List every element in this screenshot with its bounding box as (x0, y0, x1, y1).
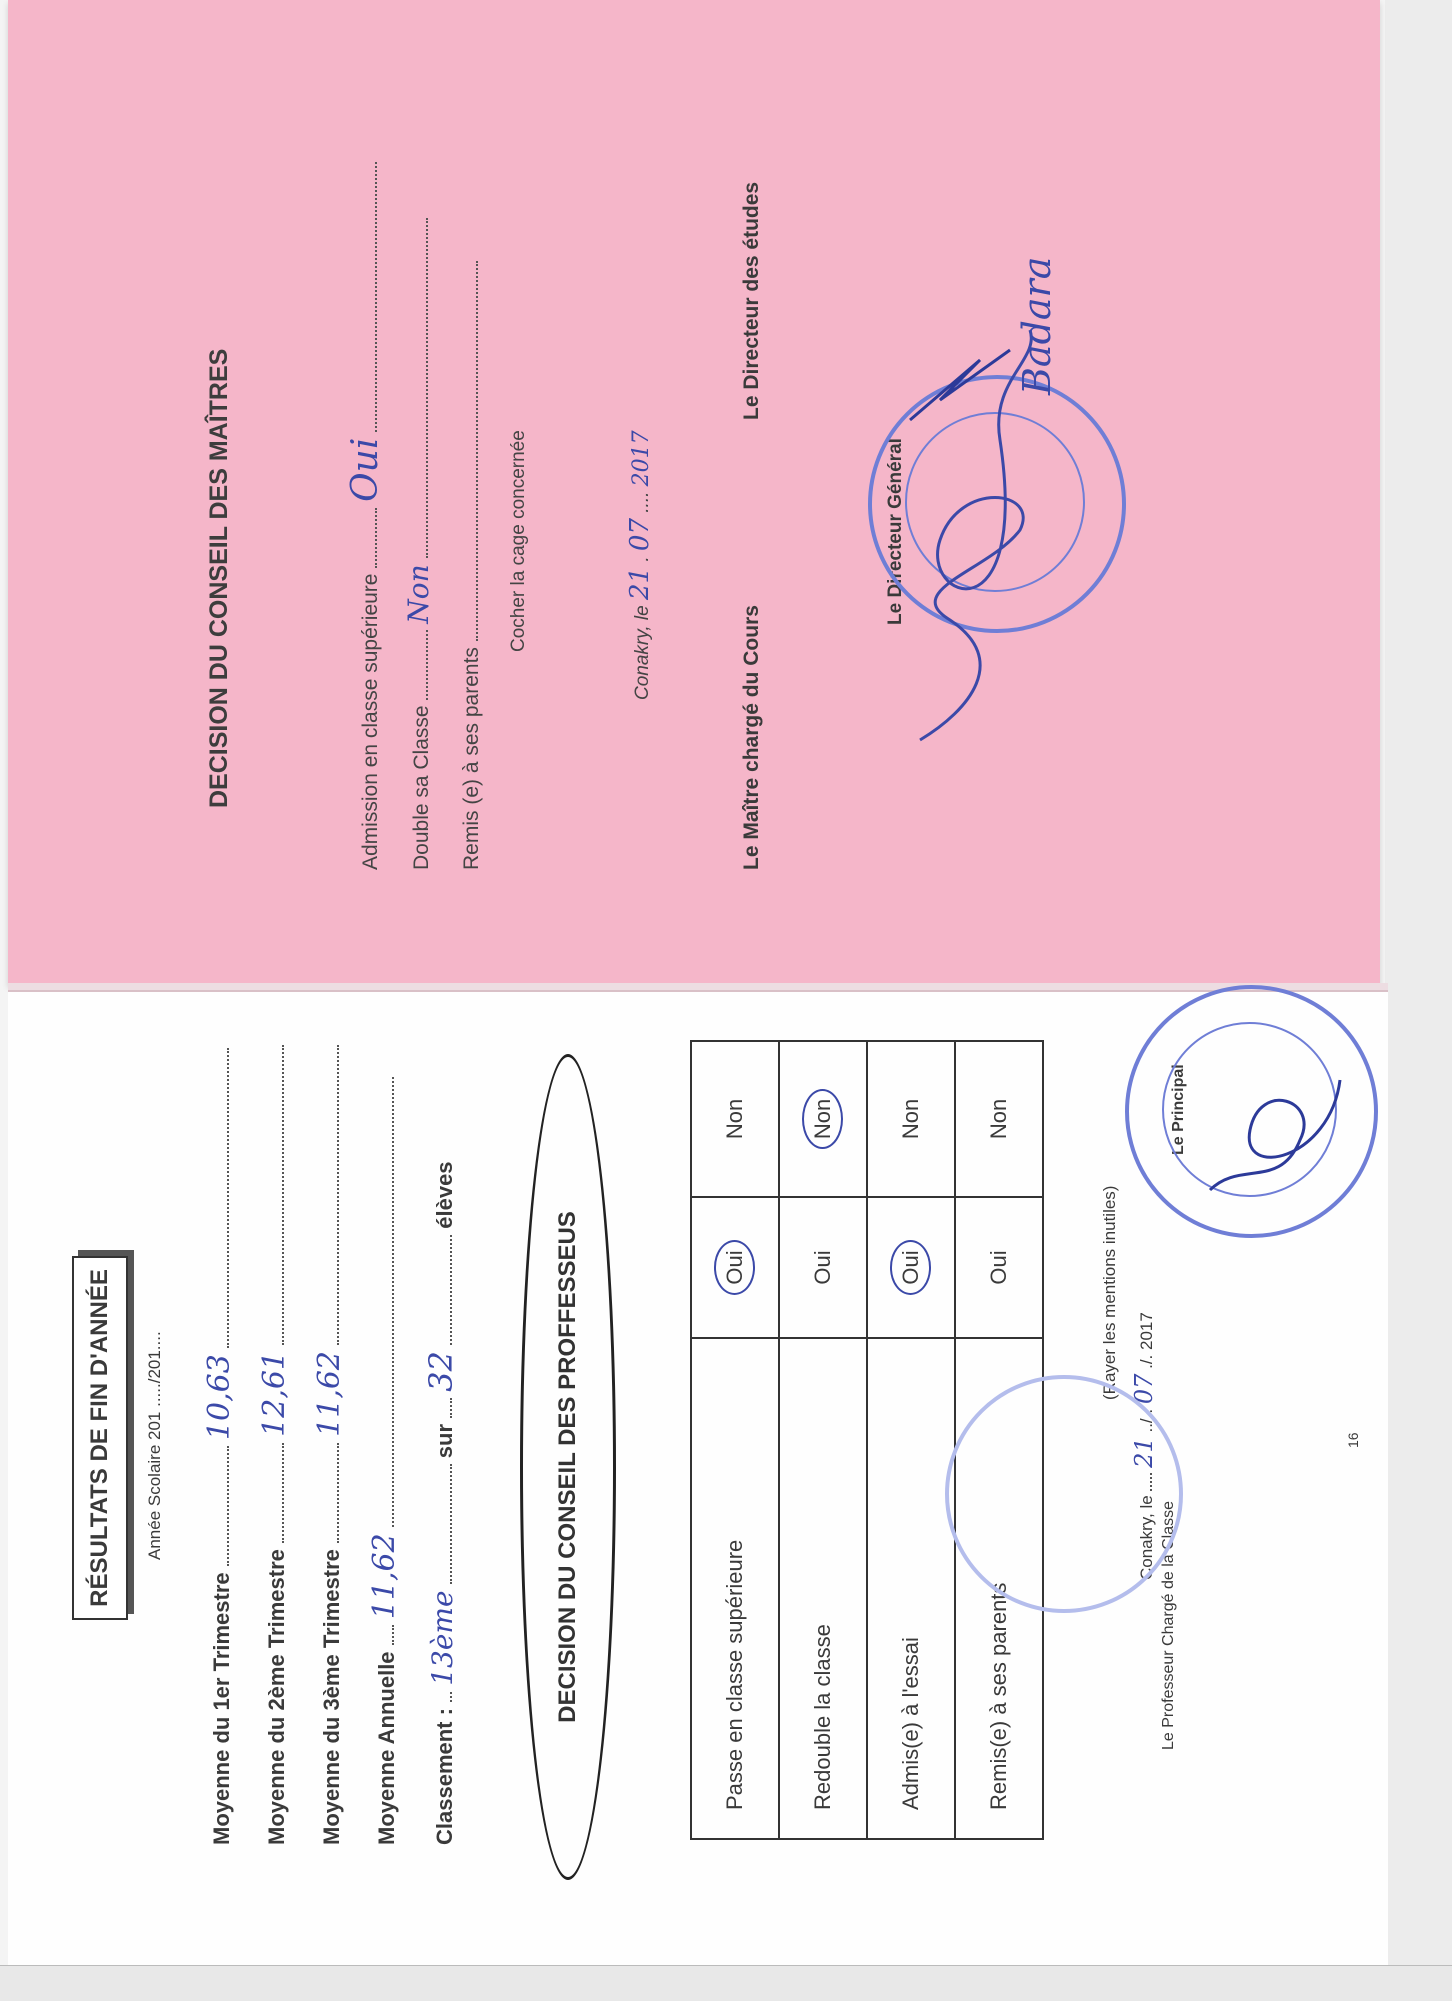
double-line (402, 218, 435, 870)
circled-oui: Oui (890, 1240, 931, 1294)
table-cell-label: Passe en classe supérieure (691, 1338, 779, 1839)
remis-line (460, 261, 484, 870)
table-cell-label: Remis(e) à ses parents (955, 1338, 1043, 1839)
dots-t3a (337, 1443, 339, 1543)
dots-c3 (450, 1398, 452, 1418)
stamp-faded (945, 1375, 1183, 1613)
school-year: Année Scolaire 201 ...../201.... (145, 1331, 164, 1560)
sig-directeur-general: Le Directeur Général (885, 438, 906, 625)
dots-c2 (450, 1464, 452, 1584)
row-annuelle (367, 1077, 402, 1845)
date-month-top: 07 (625, 518, 655, 552)
row-t2-value: 12,61 (257, 1350, 292, 1437)
dots-2 (375, 162, 377, 432)
row-t1 (202, 1048, 237, 1845)
dots-c1 (450, 1692, 452, 1702)
table-cell-oui: Oui (779, 1197, 867, 1338)
dots-aa (392, 1625, 394, 1645)
date-prefix-top: Conakry, le (632, 605, 653, 700)
table-cell-oui (867, 1197, 955, 1338)
table-cell-non (779, 1041, 867, 1197)
double-label: Double sa Classe (410, 705, 433, 870)
dots-t2a (282, 1443, 284, 1543)
conakry-date-bottom: Conakry, le 21 ../.. 07 ./. 2017 (1130, 1312, 1158, 1580)
date-day-top: 21 (625, 566, 655, 601)
dots-t3b (337, 1045, 339, 1345)
dots-ab (392, 1077, 394, 1527)
row-t3-label: Moyenne du 3ème Trimestre (319, 1549, 344, 1845)
dots-t1b (227, 1048, 229, 1348)
circled-oui: Oui (714, 1240, 755, 1294)
classement-label: Classement : (432, 1708, 457, 1845)
admission-label: Admission en classe supérieure (359, 573, 382, 870)
signature-principal (1180, 1040, 1360, 1220)
rayer-text: (Rayer les mentions inutiles) (1100, 1185, 1119, 1400)
date-month-bottom: 07 (1130, 1373, 1158, 1405)
table-row (867, 1041, 955, 1839)
remis-label: Remis (e) à ses parents (460, 647, 483, 870)
row-t2-label: Moyenne du 2ème Trimestre (264, 1549, 289, 1845)
table-cell-non: Non (955, 1041, 1043, 1197)
row-t2 (257, 1045, 292, 1845)
dots-5 (476, 261, 478, 641)
instruction-text: Cocher la cage concernée (508, 430, 529, 652)
sig-maitre: Le Maître chargé du Cours (740, 605, 763, 870)
admission-value: Oui (345, 437, 386, 502)
date-prefix-bottom: Conakry, le (1137, 1495, 1156, 1580)
row-classement (422, 1161, 460, 1845)
table-cell-label: Redouble la classe (779, 1338, 867, 1839)
decision-title: DECISION DU CONSEIL DES PROFFESSEUS (520, 1054, 616, 1880)
results-title: RÉSULTATS DE FIN D'ANNÉE (72, 1256, 128, 1620)
maitres-title: DECISION DU CONSEIL DES MAÎTRES (205, 348, 233, 808)
conakry-date-top: Conakry, le 21 . 07 .... 2017 (625, 430, 655, 700)
table-row (691, 1041, 779, 1839)
date-year-top: 2017 (629, 430, 654, 487)
dots-3 (426, 630, 428, 700)
row-t3-value: 11,62 (312, 1350, 347, 1437)
dots-1 (375, 508, 377, 568)
double-value: Non (402, 564, 435, 624)
row-annuelle-label: Moyenne Annuelle (374, 1651, 399, 1845)
eleves-label: élèves (432, 1161, 457, 1229)
date-day-bottom: 21 (1130, 1437, 1158, 1468)
table-cell-non: Non (867, 1041, 955, 1197)
table-row (779, 1041, 867, 1839)
classement-value: 13ème (426, 1590, 459, 1686)
dots-4 (426, 218, 428, 558)
sig-directeur-etudes: Le Directeur des études (740, 181, 763, 420)
page-number: 16 (1345, 1432, 1361, 1448)
row-t1-value: 10,63 (202, 1354, 237, 1441)
dots-t2b (282, 1045, 284, 1345)
row-annuelle-value: 11,62 (367, 1533, 402, 1620)
principal-label: Le Principal (1170, 1064, 1187, 1155)
admission-line (345, 162, 386, 870)
table-cell-label: Admis(e) à l'essai (867, 1338, 955, 1839)
page-edge (0, 1965, 1452, 2001)
dots-t1a (227, 1446, 229, 1566)
row-t1-label: Moyenne du 1er Trimestre (209, 1572, 234, 1845)
sur-value: 32 (422, 1351, 460, 1392)
table-cell-non: Non (691, 1041, 779, 1197)
date-year-bottom: 2017 (1137, 1312, 1156, 1350)
handwritten-name: Badara (1015, 256, 1059, 395)
table-cell-oui (691, 1197, 779, 1338)
row-t3 (312, 1045, 347, 1845)
circled-non: Non (802, 1089, 843, 1149)
table-cell-oui: Oui (955, 1197, 1043, 1338)
prof-label: Le Professeur Chargé de la Classe (1160, 1500, 1177, 1750)
scan-right-edge (1385, 0, 1452, 2000)
sur-label: sur (432, 1423, 457, 1459)
dots-c4 (450, 1235, 452, 1345)
